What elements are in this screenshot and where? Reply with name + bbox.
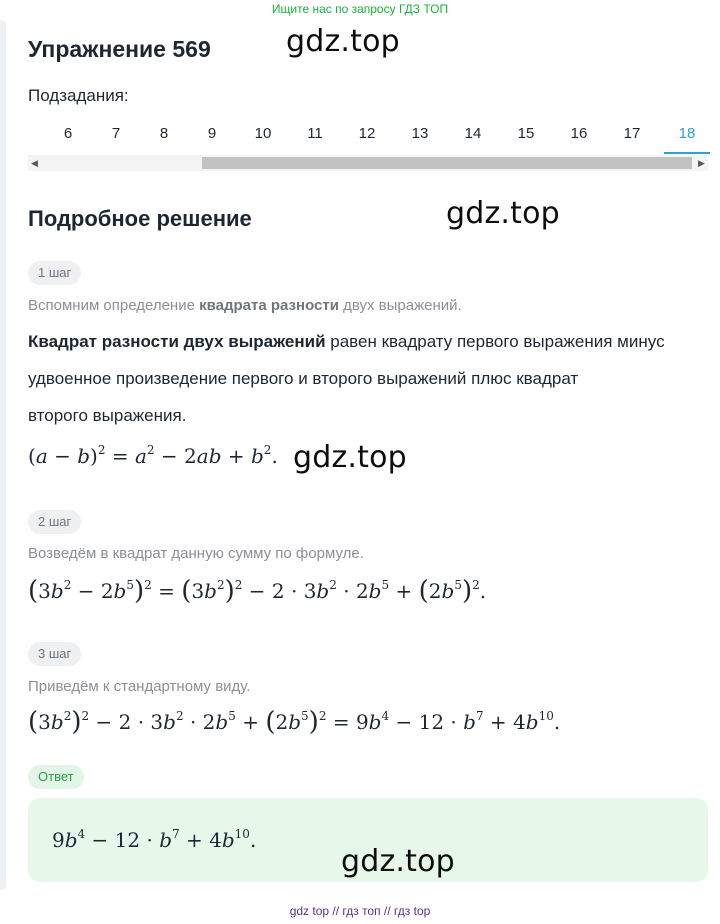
- scroll-right-icon[interactable]: ▶: [698, 158, 705, 168]
- step-badge: 3 шаг: [28, 642, 81, 666]
- footer-links[interactable]: gdz top // гдз топ // гдз top: [289, 904, 431, 918]
- watermark: gdz.top: [286, 24, 400, 59]
- subtask-tab[interactable]: 8: [159, 125, 169, 142]
- subtask-tab[interactable]: 7: [111, 125, 121, 142]
- step-hint: Вспомним определение квадрата разности двух выражений.: [28, 297, 462, 314]
- formula-step-2: $(3b^2 - 2b^5)^2 = (3b^2)^2 - 2 \cdot 3b^2 \cdot 2b^5 + (2b^5)^2$.: [28, 576, 487, 606]
- subtask-tab[interactable]: 15: [517, 125, 535, 142]
- formula-step-3: $(3b^2)^2 - 2 \cdot 3b^2 \cdot 2b^5 + (2b^5)^2 = 9b^4 - 12 \cdot b^7 + 4b^{10}$.: [28, 707, 561, 737]
- subtask-tabs: [42, 122, 714, 154]
- subtask-tab[interactable]: 17: [623, 125, 641, 142]
- search-banner: Ищите нас по запросу ГДЗ ТОП: [271, 2, 449, 16]
- subtasks-label: Подзадания:: [28, 86, 129, 105]
- subtask-tab[interactable]: 12: [358, 125, 376, 142]
- step-badge: 2 шаг: [28, 510, 81, 534]
- subtask-tab[interactable]: 10: [254, 125, 272, 142]
- scroll-left-icon[interactable]: ◀: [31, 158, 38, 168]
- watermark: gdz.top: [293, 440, 407, 475]
- subtask-tab[interactable]: 13: [411, 125, 429, 142]
- answer-formula: $9b^4 - 12 \cdot b^7 + 4b^{10}$.: [52, 827, 257, 852]
- answer-badge: Ответ: [28, 765, 84, 789]
- scrollbar-thumb[interactable]: [202, 157, 692, 169]
- exercise-title: Упражнение 569: [28, 36, 211, 62]
- step-hint: Возведём в квадрат данную сумму по формуле.: [28, 545, 364, 562]
- subtask-tab[interactable]: 9: [207, 125, 217, 142]
- step-hint: Приведём к стандартному виду.: [28, 678, 251, 695]
- subtask-tab[interactable]: 14: [464, 125, 482, 142]
- subtask-tab[interactable]: 16: [570, 125, 588, 142]
- watermark: gdz.top: [446, 196, 560, 231]
- step-badge: 1 шаг: [28, 261, 81, 285]
- subtask-tab-active[interactable]: 18: [664, 122, 710, 154]
- subtask-tab[interactable]: 6: [63, 125, 73, 142]
- solution-title: Подробное решение: [28, 206, 252, 231]
- watermark: gdz.top: [341, 844, 455, 879]
- formula-square-of-difference: $(a - b)^2 = a^2 - 2ab + b^2$.: [28, 443, 278, 468]
- left-edge-strip: [0, 20, 6, 890]
- subtask-tab[interactable]: 11: [307, 125, 323, 142]
- definition-text: Квадрат разности двух выражений равен квадрату первого выражения минус удвоенное произведение первого и второго выражений плюс квадрат второго выражения.: [28, 332, 665, 425]
